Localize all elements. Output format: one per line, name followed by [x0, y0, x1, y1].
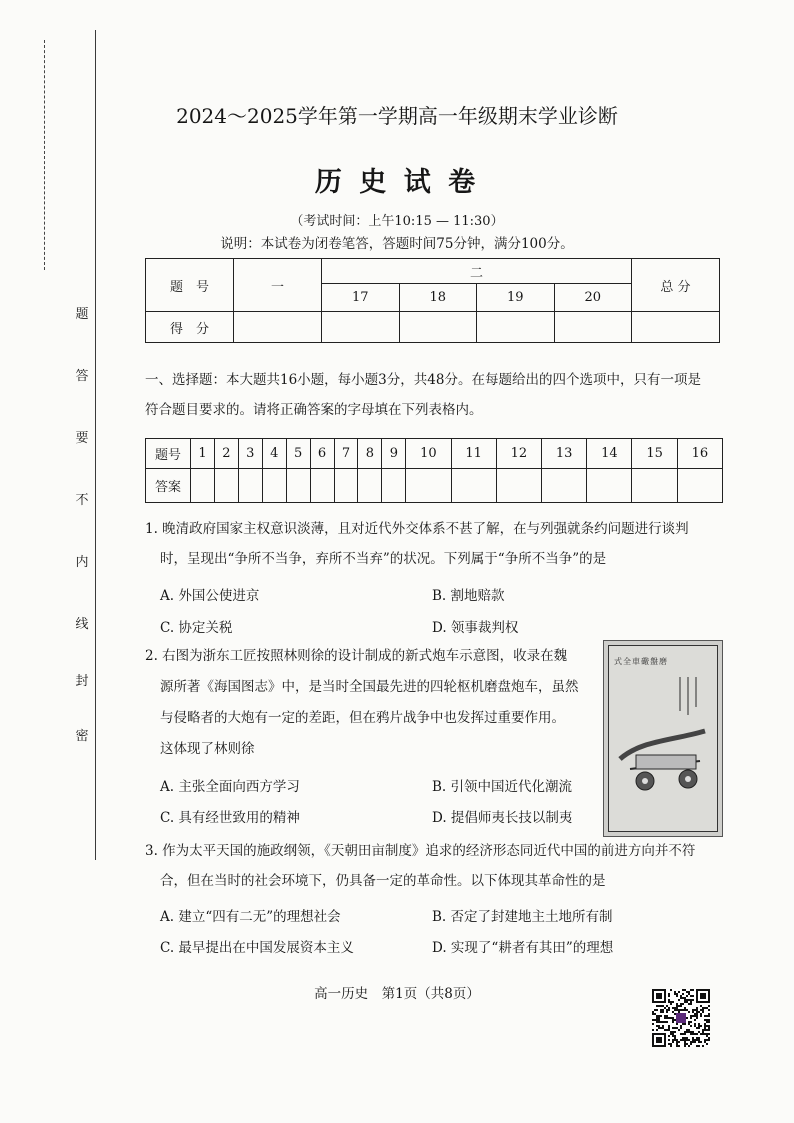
section1-heading-cont: 符合题目要求的。请将正确答案的字母填在下列表格内。 [145, 402, 483, 418]
answer-cell[interactable] [382, 469, 406, 503]
cart-wheel [685, 776, 691, 782]
answer-cell[interactable] [496, 469, 541, 503]
answer-cell[interactable] [632, 469, 677, 503]
question-1-option-a[interactable]: A. 外国公使进京 [160, 588, 260, 604]
question-1-option-c[interactable]: C. 协定关税 [160, 620, 233, 636]
score-table-part2: 二 [322, 259, 632, 284]
score-cell[interactable] [234, 312, 322, 343]
answer-cell[interactable] [286, 469, 310, 503]
question-2-option-d[interactable]: D. 提倡师夷长技以制夷 [432, 810, 573, 826]
answer-cell[interactable] [451, 469, 496, 503]
score-cell[interactable] [477, 312, 555, 343]
question-3-option-d[interactable]: D. 实现了“耕者有其田”的理想 [432, 940, 614, 956]
answer-table-number: 5 [286, 439, 310, 469]
score-table-col: 18 [399, 284, 477, 312]
answer-cell[interactable] [262, 469, 286, 503]
score-table-score-label: 得 分 [146, 312, 234, 343]
answer-table-number: 1 [191, 439, 215, 469]
score-cell[interactable] [632, 312, 720, 343]
answer-cell[interactable] [587, 469, 632, 503]
answer-cell[interactable] [406, 469, 451, 503]
answer-table [145, 438, 723, 503]
score-table-total: 总 分 [632, 259, 720, 312]
score-table-col: 19 [477, 284, 555, 312]
question-1-option-b[interactable]: B. 割地赔款 [432, 588, 505, 604]
question-1-line: 1. 晚清政府国家主权意识淡薄，且对近代外交体系不甚了解，在与列强就条约问题进行谈判 [145, 521, 689, 537]
answer-table-number: 10 [406, 439, 451, 469]
answer-table-number: 14 [587, 439, 632, 469]
binding-line [95, 30, 96, 860]
score-table-col: 17 [322, 284, 400, 312]
figure-caption: 式全車礮盤磨 [614, 657, 668, 666]
answer-cell[interactable] [542, 469, 587, 503]
cart-wheel [642, 778, 648, 784]
question-3-line: 3. 作为太平天国的施政纲领，《天朝田亩制度》追求的经济形态同近代中国的前进方向并不符 [145, 843, 696, 859]
answer-table-number: 16 [677, 439, 722, 469]
question-3-option-c[interactable]: C. 最早提出在中国发展资本主义 [160, 940, 354, 956]
answer-cell[interactable] [677, 469, 722, 503]
answer-table-answer-label: 答案 [146, 469, 191, 503]
answer-cell[interactable] [214, 469, 238, 503]
question-2-line: 源所著《海国图志》中，是当时全国最先进的四轮枢机磨盘炮车，虽然 [160, 679, 579, 695]
question-1-option-d[interactable]: D. 领事裁判权 [432, 620, 519, 636]
question-2-line: 与侵略者的大炮有一定的差距，但在鸦片战争中也发挥过重要作用。 [160, 710, 565, 726]
subject-title: 历 史 试 卷 [314, 167, 480, 198]
answer-table-number-label: 题号 [146, 439, 191, 469]
score-table-col: 20 [554, 284, 632, 312]
question-2-line: 2. 右图为浙东工匠按照林则徐的设计制成的新式炮车示意图，收录在魏 [145, 648, 568, 664]
margin-char: 答 [75, 369, 89, 384]
question-2-option-a[interactable]: A. 主张全面向西方学习 [160, 779, 300, 795]
margin-char: 内 [75, 555, 89, 570]
qr-code[interactable] [652, 989, 710, 1047]
question-3-option-a[interactable]: A. 建立“四有二无”的理想社会 [160, 909, 341, 925]
exam-time-note: （考试时间：上午10:15 — 11:30） [290, 214, 504, 229]
margin-char: 封 [75, 674, 89, 689]
margin-char: 不 [75, 493, 89, 508]
answer-cell[interactable] [238, 469, 262, 503]
answer-cell[interactable] [310, 469, 334, 503]
margin-char: 要 [75, 431, 89, 446]
answer-cell[interactable] [191, 469, 215, 503]
margin-char: 密 [75, 729, 89, 744]
question-3-line: 合，但在当时的社会环境下，仍具备一定的革命性。以下体现其革命性的是 [160, 873, 606, 889]
answer-cell[interactable] [358, 469, 382, 503]
qr-code-icon [652, 989, 710, 1047]
answer-table-number: 4 [262, 439, 286, 469]
answer-table-number: 11 [451, 439, 496, 469]
question-3-option-b[interactable]: B. 否定了封建地主土地所有制 [432, 909, 613, 925]
score-table-number-label: 题 号 [146, 259, 234, 312]
question-2-line: 这体现了林则徐 [160, 741, 255, 757]
cannon-cart-figure [603, 640, 723, 837]
answer-table-number: 9 [382, 439, 406, 469]
answer-table-number: 2 [214, 439, 238, 469]
answer-table-number: 3 [238, 439, 262, 469]
cannon-cart-icon [610, 671, 716, 821]
answer-table-number: 13 [542, 439, 587, 469]
margin-char: 线 [75, 617, 89, 632]
score-cell[interactable] [399, 312, 477, 343]
margin-char: 题 [75, 307, 89, 322]
score-table-part1: 一 [234, 259, 322, 312]
section1-heading: 一、选择题：本大题共16小题，每小题3分，共48分。在每题给出的四个选项中，只有一项是 [145, 372, 701, 388]
answer-table-number: 8 [358, 439, 382, 469]
score-table [145, 258, 720, 343]
page-footer: 高一历史 第1页（共8页） [314, 986, 480, 1002]
question-2-option-c[interactable]: C. 具有经世致用的精神 [160, 810, 300, 826]
answer-table-number: 15 [632, 439, 677, 469]
answer-table-number: 6 [310, 439, 334, 469]
answer-table-number: 7 [334, 439, 358, 469]
answer-cell[interactable] [334, 469, 358, 503]
question-1-line: 时，呈现出“争所不当争，弃所不当弃”的状况。下列属于“争所不当争”的是 [160, 551, 607, 567]
exam-title: 2024～2025学年第一学期高一年级期末学业诊断 [176, 104, 618, 128]
exam-instructions: 说明：本试卷为闭卷笔答，答题时间75分钟，满分100分。 [220, 236, 574, 252]
question-2-option-b[interactable]: B. 引领中国近代化潮流 [432, 779, 573, 795]
score-cell[interactable] [322, 312, 400, 343]
answer-table-number: 12 [496, 439, 541, 469]
score-cell[interactable] [554, 312, 632, 343]
